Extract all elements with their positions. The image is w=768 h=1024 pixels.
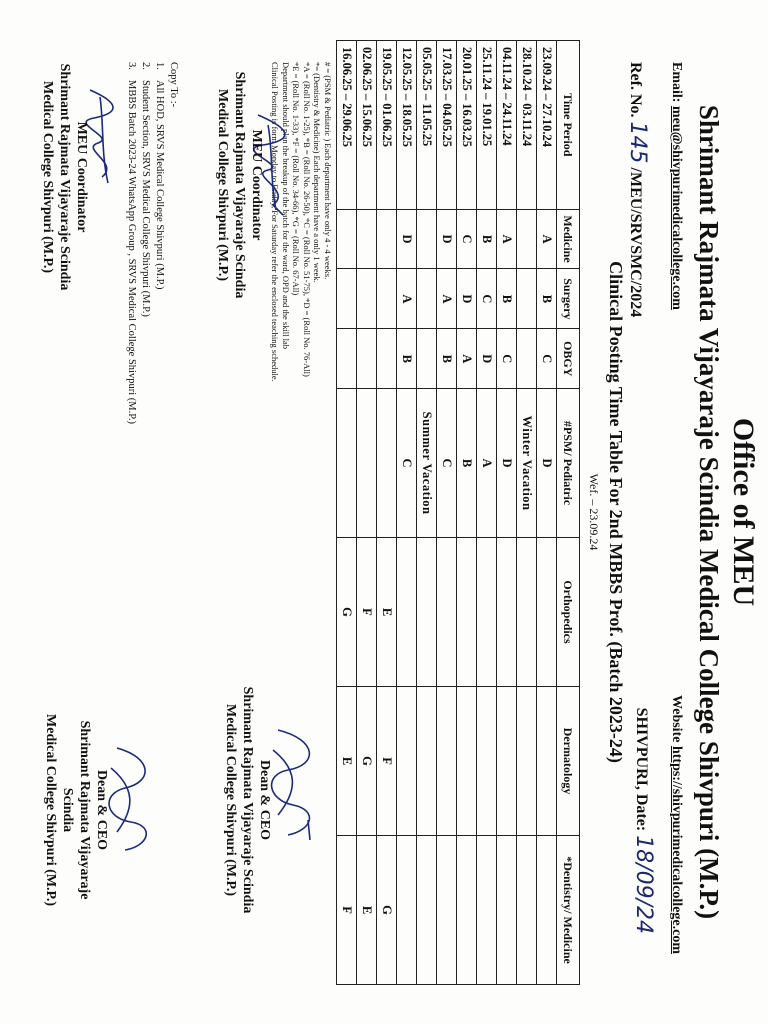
table-cell	[537, 537, 557, 686]
copy-to-list	[124, 62, 180, 424]
table-row	[357, 41, 377, 985]
table-cell: F	[337, 836, 357, 985]
table-cell: C	[437, 389, 457, 538]
ref-prefix: Ref. No.	[627, 62, 644, 118]
table-cell: D	[497, 389, 517, 538]
table-row	[377, 41, 397, 985]
table-cell: 17.03.25 – 04.05.25	[437, 41, 457, 210]
table-cell	[397, 537, 417, 686]
reference-number	[625, 62, 650, 317]
table-row	[517, 41, 537, 985]
table-cell: 25.11.24 – 19.01.25	[477, 41, 497, 210]
table-cell: B	[497, 269, 517, 329]
list-item-text: All HOD, SRVS Medical College Shivpuri (M.P.)	[154, 80, 165, 290]
meu-coordinator-block-2	[39, 62, 90, 292]
meu-college-line-2-2: Medical College Shivpuri (M.P.)	[40, 81, 55, 273]
dean-college-line-2: Medical College Shivpuri (M.P.)	[223, 704, 238, 896]
table-cell	[477, 537, 497, 686]
table-cell	[397, 836, 417, 985]
table-cell	[337, 329, 357, 389]
table-row	[497, 41, 517, 985]
table-cell: E	[357, 836, 377, 985]
college-title: Shrimant Rajmata Vijayaraje Scindia Medical College Shivpuri (M.P.)	[694, 104, 724, 920]
table-cell: C	[477, 269, 497, 329]
table-cell	[417, 209, 437, 269]
table-cell	[357, 389, 377, 538]
ref-handwritten-number: 145	[625, 121, 650, 164]
header-dermatology: Dermatology	[557, 686, 580, 835]
table-cell: A	[437, 269, 457, 329]
table-cell: 02.06.25 – 15.06.25	[357, 41, 377, 210]
table-cell: 16.06.25 – 29.06.25	[337, 41, 357, 210]
date-handwritten: 18/09/24	[631, 835, 656, 934]
date-prefix: SHIVPURI, Date:	[633, 707, 650, 832]
table-row	[437, 41, 457, 985]
dean-title: Dean & CEO	[257, 759, 272, 841]
meu-title: MEU Coordinator	[249, 129, 264, 241]
footnote: Department should plan the breakup of the batch for the ward, OPD and the skill lab	[281, 62, 291, 350]
table-cell: D	[397, 209, 417, 269]
header-time-period: Time Period	[557, 41, 580, 210]
table-cell	[357, 209, 377, 269]
table-cell	[417, 329, 437, 389]
table-cell	[397, 686, 417, 835]
meu-college-line-1: Shrimant Rajmata Vijayaraje Scindia	[232, 71, 247, 299]
table-row	[477, 41, 497, 985]
table-cell	[357, 269, 377, 329]
date-line	[631, 708, 656, 934]
list-item-text: Student Section, SRVS Medical College Shivpuri (M.P.)	[140, 80, 151, 317]
table-header-row	[557, 41, 580, 985]
table-cell: 12.05.25 – 18.05.25	[397, 41, 417, 210]
table-cell: A	[497, 209, 517, 269]
list-item	[138, 62, 152, 424]
table-row	[417, 41, 437, 985]
clinical-posting-table	[336, 40, 580, 985]
table-cell	[417, 686, 437, 835]
table-row	[337, 41, 357, 985]
table-cell: 04.11.24 – 24.11.24	[497, 41, 517, 210]
dean-title-2: Dean & CEO	[94, 769, 109, 851]
footnote: # = (PSM & Pediatric ) Each department have only 4 - 4 weeks.	[323, 62, 333, 280]
table-cell: Winter Vacation	[517, 389, 537, 538]
table-cell	[517, 269, 537, 329]
dean-block	[222, 680, 273, 920]
table-cell: B	[477, 209, 497, 269]
website-line	[668, 695, 684, 954]
table-cell	[377, 329, 397, 389]
table-cell	[517, 836, 537, 985]
table-cell	[517, 329, 537, 389]
table-cell: C	[497, 329, 517, 389]
dean-college-line-2-2: Medical College Shivpuri (M.P.)	[43, 714, 58, 906]
table-cell	[437, 836, 457, 985]
table-cell: A	[397, 269, 417, 329]
footnote: Clinical Posting is form Monday to Friday, For Saturday refer the enclosed teaching schedule.	[270, 62, 281, 382]
table-cell	[337, 269, 357, 329]
table-cell	[337, 209, 357, 269]
header-surgery: Surgery	[557, 269, 580, 329]
header-obgy: OBGY	[557, 329, 580, 389]
table-cell	[477, 836, 497, 985]
table-cell: 23.09.24 – 27.10.24	[537, 41, 557, 210]
footnote: *= (Dentistry & Medicine) Each department have a only 1 week.	[312, 62, 323, 283]
table-cell	[377, 209, 397, 269]
table-cell: C	[537, 329, 557, 389]
table-cell: 19.05.25 – 01.06.25	[377, 41, 397, 210]
table-cell	[517, 209, 537, 269]
table-cell: 05.05.25 – 11.05.25	[417, 41, 437, 210]
table-cell: 28.10.24 – 03.11.24	[517, 41, 537, 210]
table-cell	[537, 686, 557, 835]
table-cell	[477, 686, 497, 835]
table-cell	[497, 836, 517, 985]
table-cell: D	[437, 209, 457, 269]
table-cell: B	[457, 389, 477, 538]
table-cell	[357, 329, 377, 389]
table-row	[537, 41, 557, 985]
list-item-number: 1.	[154, 62, 165, 70]
dean-block-2	[42, 700, 110, 920]
list-item-text: MBBS Batch 2023-24 WhatsApp Group , SRVS Medical College Shivpuri (M.P.)	[126, 80, 137, 425]
table-cell: D	[537, 389, 557, 538]
table-cell	[497, 537, 517, 686]
table-cell: D	[477, 329, 497, 389]
website-url: https://shivpurimedicalcollege.com	[669, 745, 684, 954]
footnote: *A = (Roll No. 1-25), *B = (Roll No. 26-50), *C = (Roll No. 51-75), *D = (Roll No. 76-All)	[302, 62, 312, 377]
table-cell: E	[377, 537, 397, 686]
table-cell	[417, 836, 437, 985]
dean-college-line-1: Shrimant Rajmata Vijayaraje Scindia	[240, 686, 255, 914]
meu-college-line-1-2: Shrimant Rajmata Vijayaraje Scindia	[57, 63, 72, 291]
effective-date: Wef. – 23.09.24	[587, 473, 601, 551]
table-cell: D	[457, 269, 477, 329]
list-item	[152, 62, 166, 424]
table-cell	[457, 537, 477, 686]
meu-title-2: MEU Coordinator	[74, 121, 89, 233]
table-cell: G	[337, 537, 357, 686]
table-cell	[437, 537, 457, 686]
footnote: *E = (Roll No. 1-33), *F = (Roll No. 34-66), *G = (Roll No. 67-All)	[291, 62, 302, 296]
table-cell	[337, 389, 357, 538]
table-cell: B	[397, 329, 417, 389]
header-medicine: Medicine	[557, 209, 580, 269]
website-label: Website	[669, 695, 684, 743]
meu-college-line-2: Medical College Shivpuri (M.P.)	[215, 89, 230, 281]
meu-coordinator-block	[214, 70, 265, 300]
table-cell	[517, 686, 537, 835]
table-cell	[417, 537, 437, 686]
table-cell: B	[437, 329, 457, 389]
office-title: Office of MEU	[727, 417, 760, 607]
email-line	[668, 62, 684, 310]
dean-college-line-1-2: Shrimant Rajmata Vijayaraje Scindia	[60, 720, 92, 900]
table-cell	[377, 269, 397, 329]
table-cell	[517, 537, 537, 686]
table-row	[457, 41, 477, 985]
table-cell	[417, 269, 437, 329]
table-cell: G	[357, 686, 377, 835]
list-item-number: 2.	[140, 62, 151, 70]
table-cell: A	[477, 389, 497, 538]
table-cell: B	[537, 269, 557, 329]
table-cell: C	[457, 209, 477, 269]
table-cell: F	[357, 537, 377, 686]
table-cell: F	[377, 686, 397, 835]
table-cell: A	[457, 329, 477, 389]
table-cell: A	[537, 209, 557, 269]
timetable-title: Clinical Posting Time Table For 2nd MBBS Prof. (Batch 2023-24)	[606, 261, 626, 763]
table-cell	[497, 686, 517, 835]
table-row	[397, 41, 417, 985]
header-psm-pediatric: #PSM/ Pediatric	[557, 389, 580, 538]
list-item	[124, 62, 138, 424]
list-item-number: 3.	[126, 62, 137, 70]
email-label: Email:	[669, 62, 684, 103]
header-orthopedics: Orthopedics	[557, 537, 580, 686]
table-cell	[537, 836, 557, 985]
table-cell	[457, 836, 477, 985]
table-cell	[377, 389, 397, 538]
table-cell: Summer Vacation	[417, 389, 437, 538]
copy-to-heading: Copy To :-	[168, 62, 179, 108]
table-cell: G	[377, 836, 397, 985]
table-cell: C	[397, 389, 417, 538]
table-cell: 20.01.25 – 16.03.25	[457, 41, 477, 210]
table-cell: E	[337, 686, 357, 835]
table-cell	[457, 686, 477, 835]
ref-suffix: /MEU/SRVSMC/2024	[627, 167, 644, 318]
table-cell	[437, 686, 457, 835]
header-dentistry-medicine: *Dentistry/ Medicine	[557, 836, 580, 985]
email-address: meu@shivpurimedicalcollege.com	[669, 105, 684, 310]
